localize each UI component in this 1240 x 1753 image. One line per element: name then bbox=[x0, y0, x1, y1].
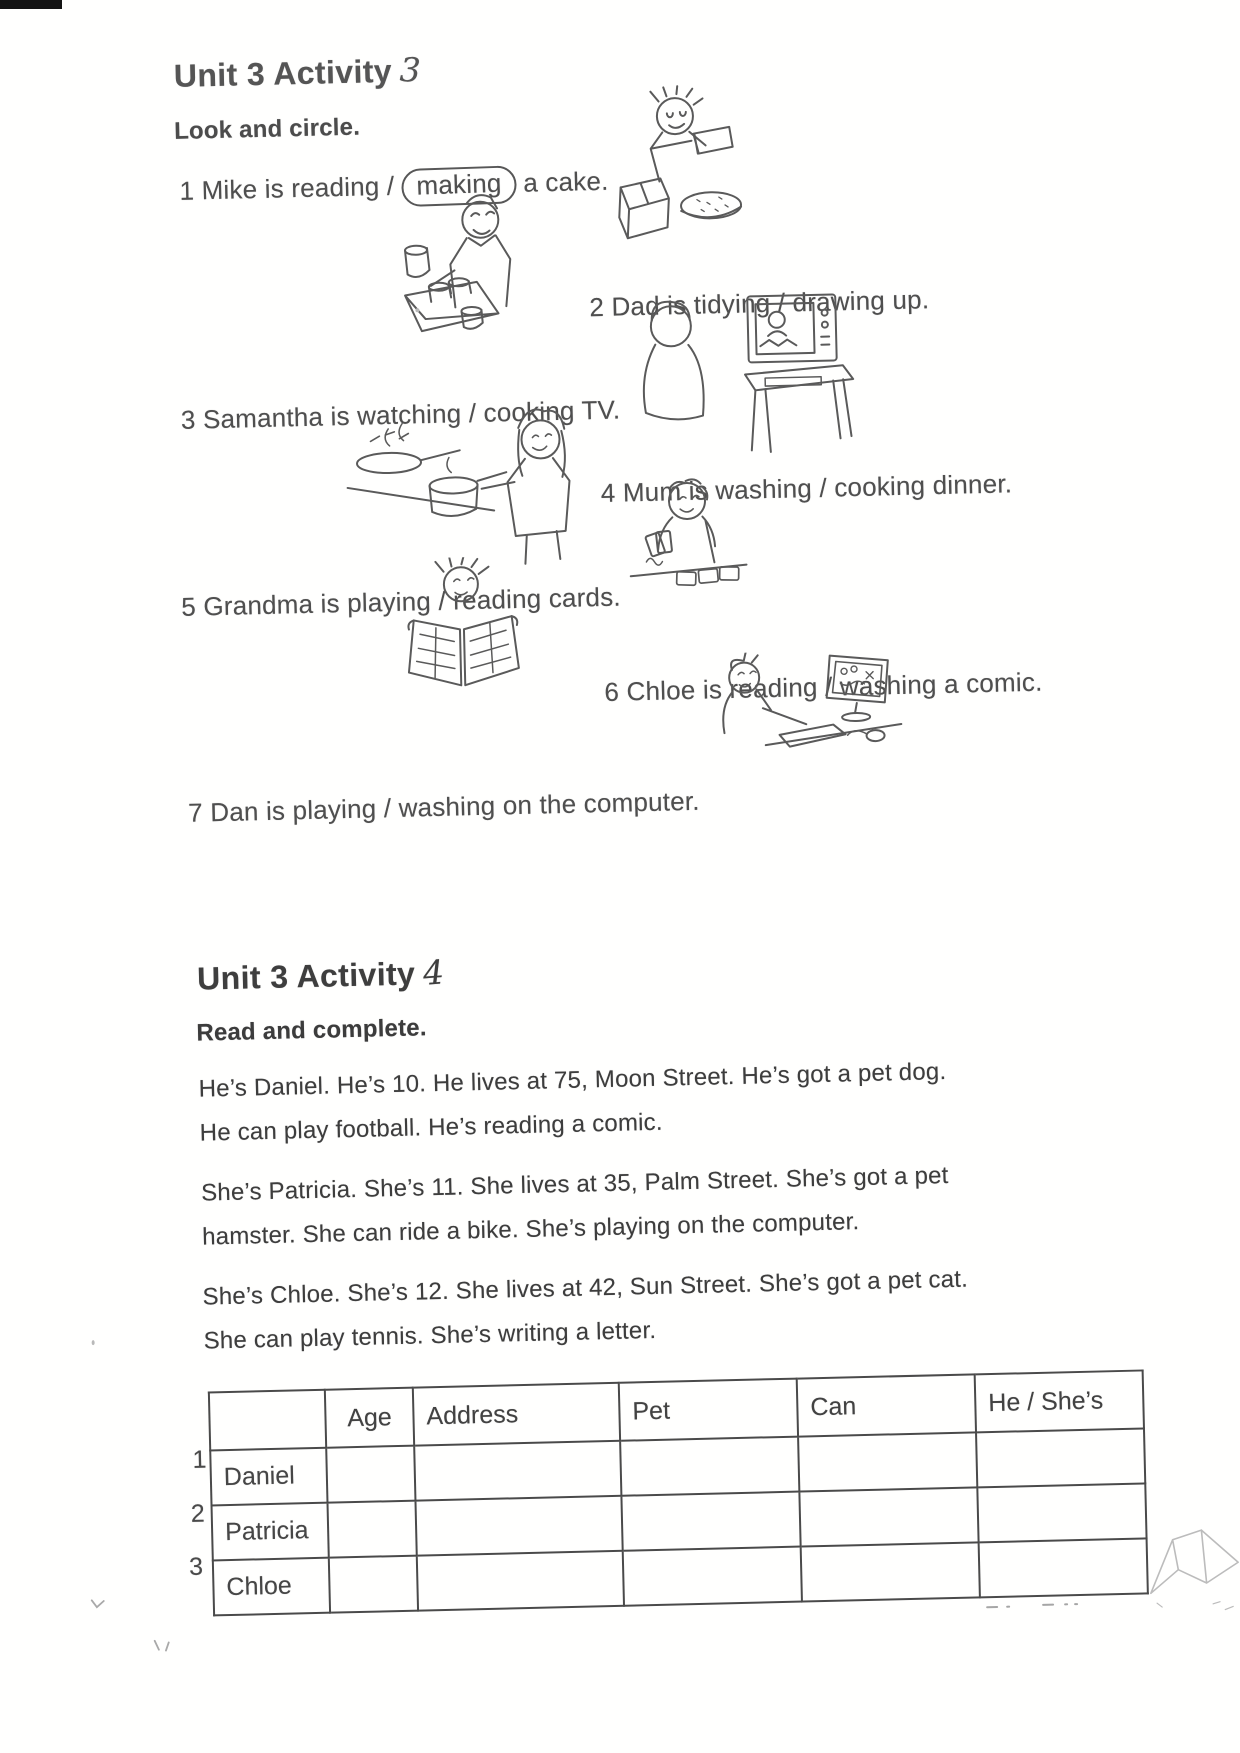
scan-speck bbox=[415, 308, 419, 312]
cell-age-chloe bbox=[329, 1556, 418, 1613]
activity4-title-text: Unit 3 Activity bbox=[196, 955, 416, 997]
paragraph-daniel-line-1: He’s Daniel. He’s 10. He lives at 75, Moon Street. He’s got a pet dog. bbox=[198, 1058, 947, 1103]
activity3-item-7: 7 Dan is playing / washing on the computer. bbox=[187, 785, 700, 828]
item-1-text-before: 1 Mike is reading / bbox=[179, 170, 395, 206]
cell-can-patricia bbox=[799, 1487, 978, 1546]
cell-can-daniel bbox=[798, 1432, 977, 1491]
read-and-complete-table bbox=[208, 1369, 1149, 1616]
pencil-dashes-below-table bbox=[983, 1596, 1113, 1613]
table-header-name bbox=[209, 1390, 326, 1451]
cell-name-chloe: Chloe bbox=[213, 1558, 330, 1616]
cell-he-shes-patricia bbox=[977, 1483, 1146, 1542]
activity3-item-6: 6 Chloe is reading / washing a comic. bbox=[604, 666, 1043, 707]
table-row-number-1: 1 bbox=[192, 1445, 207, 1474]
activity4-instruction: Read and complete. bbox=[196, 1014, 427, 1047]
activity3-title bbox=[173, 50, 421, 95]
cell-pet-chloe bbox=[623, 1547, 802, 1606]
cell-he-shes-chloe bbox=[979, 1538, 1148, 1597]
mum-cooking-dinner-illustration bbox=[340, 394, 604, 578]
table-header-pet: Pet bbox=[619, 1379, 798, 1441]
child-reading-comic-illustration bbox=[399, 556, 530, 697]
grandma-playing-cards-illustration bbox=[624, 471, 752, 602]
activity4-title bbox=[197, 953, 445, 998]
item-1-text-after: a cake. bbox=[522, 165, 609, 198]
cell-address-daniel bbox=[414, 1441, 621, 1501]
cell-he-shes-daniel bbox=[976, 1428, 1145, 1487]
cell-age-patricia bbox=[327, 1501, 416, 1558]
boy-at-computer-illustration bbox=[711, 649, 909, 772]
paragraph-daniel bbox=[198, 1050, 948, 1156]
activity3-instruction: Look and circle. bbox=[173, 113, 361, 145]
paragraph-chloe-line-2: She can play tennis. She’s writing a letter. bbox=[203, 1316, 657, 1355]
boy-making-cake-illustration bbox=[600, 83, 754, 251]
table-row-number-2: 2 bbox=[190, 1499, 206, 1528]
paragraph-daniel-line-2: He can play football. He’s reading a comic. bbox=[199, 1108, 664, 1147]
table-row-number-3: 3 bbox=[188, 1552, 204, 1581]
cell-name-daniel: Daniel bbox=[210, 1448, 327, 1506]
activity3-item-3: 3 Samantha is watching / cooking TV. bbox=[180, 394, 621, 435]
table-header-he-shes: He / She’s bbox=[975, 1370, 1144, 1432]
cell-name-patricia: Patricia bbox=[212, 1503, 329, 1561]
cell-address-patricia bbox=[415, 1496, 622, 1556]
paragraph-chloe bbox=[202, 1258, 969, 1364]
cell-address-chloe bbox=[417, 1551, 624, 1611]
table-header-address: Address bbox=[413, 1383, 620, 1446]
paragraph-patricia-line-2: hamster. She can ride a bike. She’s playing on the computer. bbox=[201, 1208, 860, 1251]
activity3-title-number-handwritten: 3 bbox=[399, 50, 422, 90]
paragraph-patricia-line-1: She’s Patricia. She’s 11. She lives at 35, Palm Street. She’s got a pet bbox=[200, 1161, 949, 1207]
activity3-item-2: 2 Dad is tidying / drawing up. bbox=[589, 284, 930, 323]
girl-watching-tv-illustration bbox=[617, 286, 871, 464]
item-1-circled-answer: making bbox=[401, 165, 517, 207]
pencil-marks-bottom-left bbox=[56, 1588, 178, 1661]
activity3-item-5: 5 Grandma is playing / reading cards. bbox=[180, 581, 622, 622]
paragraph-chloe-line-1: She’s Chloe. She’s 12. She lives at 42, Sun Street. She’s got a pet cat. bbox=[202, 1265, 969, 1311]
activity3-title-text: Unit 3 Activity bbox=[173, 52, 393, 94]
activity4-title-number-handwritten: 4 bbox=[421, 952, 447, 993]
table-header-age: Age bbox=[325, 1388, 414, 1448]
cell-pet-daniel bbox=[620, 1437, 799, 1496]
cell-can-chloe bbox=[801, 1542, 980, 1601]
table-header-can: Can bbox=[797, 1374, 976, 1436]
cell-pet-patricia bbox=[621, 1492, 800, 1551]
activity3-item-4: 4 Mum is washing / cooking dinner. bbox=[600, 468, 1013, 508]
cell-age-daniel bbox=[326, 1446, 415, 1503]
pencil-doodle-bottom-right bbox=[1141, 1523, 1240, 1621]
paragraph-patricia bbox=[201, 1154, 950, 1260]
scan-speck-left-margin bbox=[92, 1340, 95, 1345]
dad-tidying-cans-illustration bbox=[383, 187, 562, 371]
